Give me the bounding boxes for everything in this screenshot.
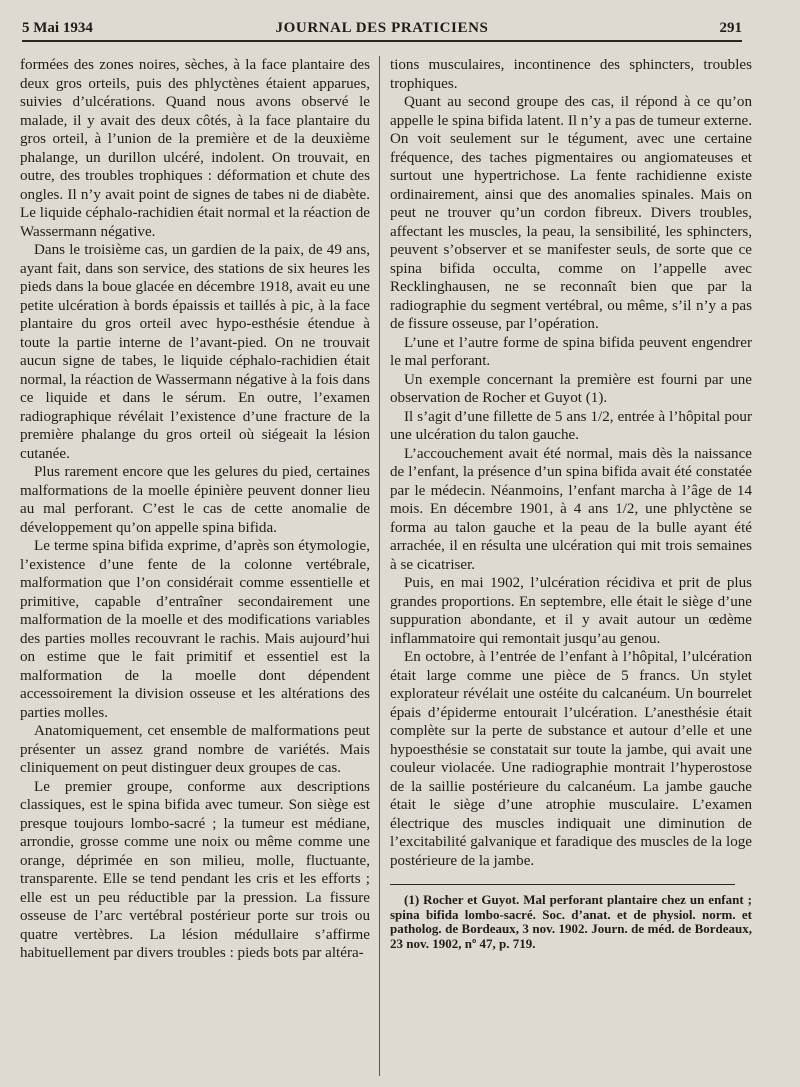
paragraph: Dans le troisième cas, un gardien de la paix, de 49 ans, ayant fait, dans son service, des stations de six heures les pieds dans la boue glacée en décembre 1918, avait eu une petite ulcération à bords épaissis et taillés à pic, à la face plantaire du gros orteil avec hypo-esthésie étendue à toute la partie interne de l’avant-pied. On ne trouvait aucun signe de tabes, le liquide céphalo-rachidien était normal, la réaction de Wassermann négative à la fois dans ce liquide et dans le sérum. En outre, l’examen radiographique révélait l’existence d’une fracture de la première phalange du gros orteil où siégeait la lésion cutanée. (20, 242, 370, 462)
right-column (390, 56, 752, 1086)
paragraph: Un exemple concernant la première est fourni par une observation de Rocher et Guyot (1). (390, 371, 752, 406)
left-column (20, 56, 370, 1076)
paragraph: Puis, en mai 1902, l’ulcération récidiva et prit de plus grandes proportions. En septembre, elle était le siège d’une suppuration abondante, et il y avait autour un œdème inflammatoire qui remontait jusqu’au genou. (390, 575, 752, 647)
paragraph: formées des zones noires, sèches, à la face plantaire des deux gros orteils, puis des phlyctènes étaient apparues, suivies d’ulcérations. Quand nous avons observé le malade, il y avait des deux côtés, à la face plantaire du gros orteil, à l’union de la première et de la deuxième phalange, un durillon ulcéré, indolent. On trouvait, en outre, des troubles trophiques : déformation et chute des ongles. Il n’y avait point de signes de tabes ni de diabète. Le liquide céphalo-rachidien était normal et la réaction de Wassermann négative. (20, 57, 370, 240)
paragraph: Plus rarement encore que les gelures du pied, certaines malformations de la moelle épinière peuvent donner lieu au mal perforant. C’est le cas de cette anomalie de développement qu’on appelle spina bifida. (20, 464, 370, 536)
paragraph: tions musculaires, incontinence des sphincters, troubles trophiques. (390, 57, 752, 92)
header-journal-title: JOURNAL DES PRATICIENS (275, 20, 489, 36)
paragraph: Quant au second groupe des cas, il répond à ce qu’on appelle le spina bifida latent. Il n’y a pas de tumeur externe. On voit seulement sur le tégument, avec une certaine fréquence, des taches pigmentaires ou angiomateuses et surtout une hypertrichose. La fente rachidienne existe ordinairement, ainsi que des anomalies spinales. Mais on peut ne trouver qu’un cordon fibreux. Divers troubles, affectant les muscles, la peau, la sensibilité, les sphincters, peuvent s’observer et se manifester seuls, de sorte que ce spina bifida occulta, comme on l’appelle avec Recklinghausen, ne se reconnaît bien que par la radiographie du segment vertébral, ou même, s’il n’y a pas de fissure osseuse, par l’opération. (390, 94, 752, 332)
footnote: (1) Rocher et Guyot. Mal perforant plantaire chez un enfant ; spina bifida lombo-sacré. Soc. d’anat. et de physiol. norm. et patholog. de Bordeaux, 3 nov. 1902. Journ. de méd. de Bordeaux, 23 nov. 1902, nº 47, p. 719. (390, 892, 752, 951)
paragraph: L’accouchement avait été normal, mais dès la naissance de l’enfant, la présence d’un spina bifida avait été constatée par le médecin. Néanmoins, l’enfant marcha à l’âge de 14 mois. En décembre 1901, à 4 ans 1/2, une phlyctène se forma au talon gauche et la peau de la bulle ayant été arrachée, il en résulta une ulcération qui mit trois semaines à se cicatriser. (390, 445, 752, 573)
running-header (22, 18, 742, 40)
paragraph: Anatomiquement, cet ensemble de malformations peut présenter un assez grand nombre de variétés. Mais cliniquement on peut distinguer deux groupes de cas. (20, 723, 370, 776)
header-rule (22, 40, 742, 42)
paragraph: Il s’agit d’une fillette de 5 ans 1/2, entrée à l’hôpital pour une ulcération du talon gauche. (390, 408, 752, 443)
paragraph: Le premier groupe, conforme aux descriptions classiques, est le spina bifida avec tumeur. Son siège est presque toujours lombo-sacré ; la tumeur est médiane, arrondie, grosse comme une noix ou même comme une orange, déprimée en son milieu, molle, fluctuante, transparente. Elle se tend pendant les cris et les efforts ; elle est un peu réductible par la pression. La fissure osseuse de l’arc vertébral postérieur porte sur trois ou quatre vertèbres. La lésion médullaire s’affirme habituellement par divers troubles : pieds bots par altéra- (20, 778, 370, 961)
footnote-rule (390, 884, 735, 885)
paragraph: En octobre, à l’entrée de l’enfant à l’hôpital, l’ulcération était large comme une pièce de 5 francs. Un stylet explorateur révélait une ostéite du calcanéum. Un bourrelet épais d’épiderme entourait l’ulcération. L’anesthésie était complète sur la perte de substance et autour d’elle et une hypoesthésie se constatait sur toute la jambe, qui avait une couleur violacée. Une radiographie montrait l’hyperostose de la saillie postérieure du calcanéum. La jambe gauche était le siège d’une atrophie musculaire. L’examen électrique des muscles indiquait une diminution de l’excitabilité galvanique et faradique des muscles de la loge postérieure de la jambe. (390, 649, 752, 869)
paragraph: L’une et l’autre forme de spina bifida peuvent engendrer le mal perforant. (390, 334, 752, 369)
paragraph: Le terme spina bifida exprime, d’après son étymologie, l’existence d’une fente de la colonne vertébrale, malformation que l’on considérait comme essentielle et primitive, capable d’entraîner secondairement une malformation de la moelle et des modifications variables des parties molles recouvrant le rachis. Mais aujourd’hui on estime que le fait primitif et essentiel est la malformation de la moelle dont dépendent accessoirement la division osseuse et les altérations des parties molles. (20, 538, 370, 721)
column-divider (379, 56, 380, 1076)
header-date: 5 Mai 1934 (22, 20, 93, 36)
header-page-number: 291 (719, 20, 742, 36)
